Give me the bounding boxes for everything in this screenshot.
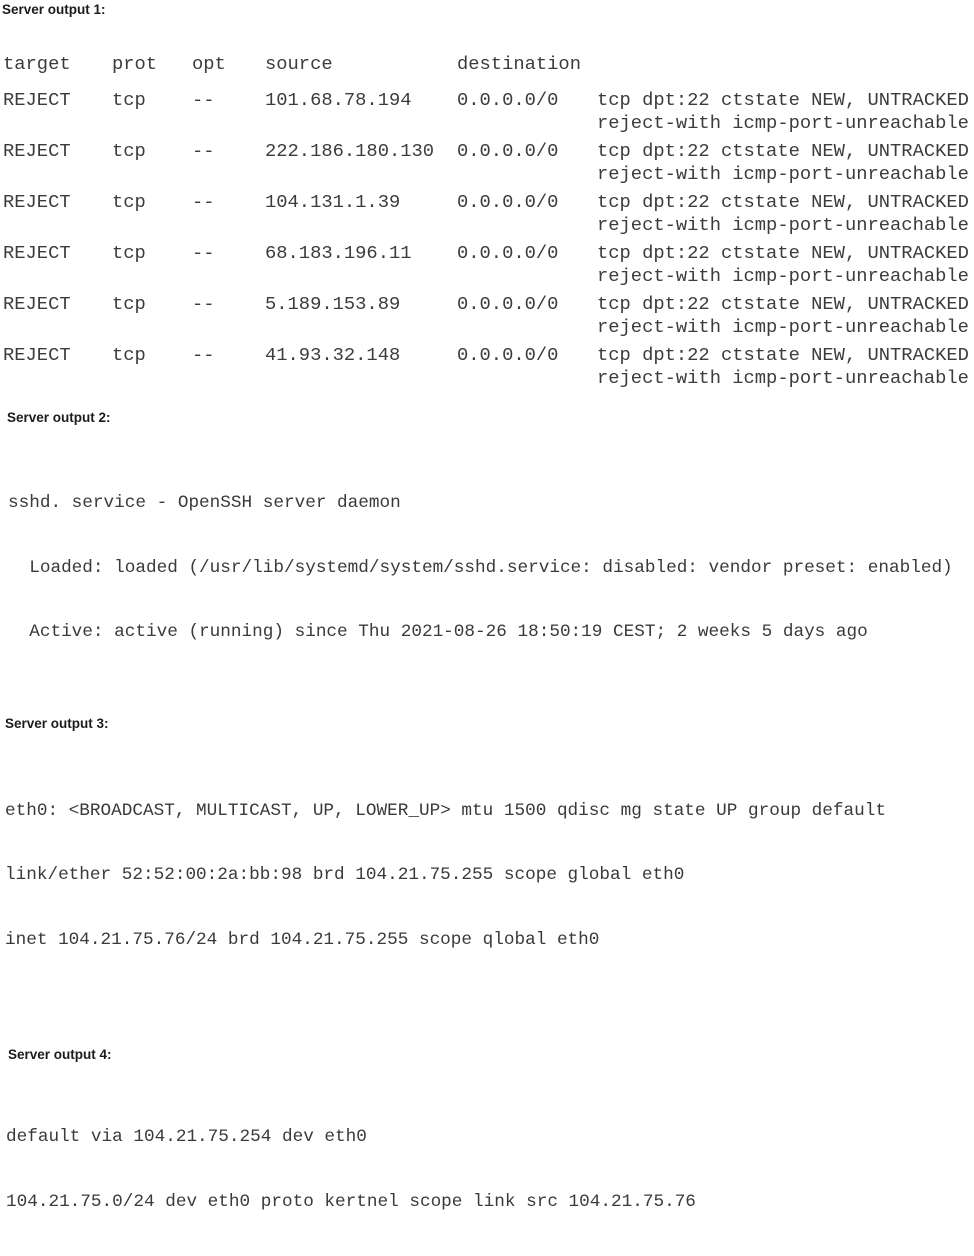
rule-match: tcp dpt:22 ctstate NEW, UNTRACKED bbox=[597, 89, 969, 111]
rule-source: 101.68.78.194 bbox=[265, 89, 412, 111]
console-line: sshd. service - OpenSSH server daemon bbox=[8, 493, 401, 513]
rule-prot: tcp bbox=[112, 293, 146, 315]
rule-opt: -- bbox=[192, 191, 215, 213]
rule-reject-action: reject-with icmp-port-unreachable bbox=[597, 367, 969, 389]
rule-match: tcp dpt:22 ctstate NEW, UNTRACKED bbox=[597, 242, 969, 264]
table-row bbox=[0, 344, 974, 390]
rule-source: 222.186.180.130 bbox=[265, 140, 435, 162]
rule-destination: 0.0.0.0/0 bbox=[457, 191, 559, 213]
rule-main-line bbox=[0, 89, 974, 112]
console-line: default via 104.21.75.254 dev eth0 bbox=[6, 1127, 367, 1147]
console-line: Active: active (running) since Thu 2021-08-26 18:50:19 CEST; 2 weeks 5 days ago bbox=[8, 622, 868, 642]
iptables-header-row bbox=[0, 53, 974, 76]
rule-prot: tcp bbox=[112, 344, 146, 366]
rule-reject-action: reject-with icmp-port-unreachable bbox=[597, 112, 969, 134]
server-output-2-section bbox=[0, 410, 974, 687]
rule-opt: -- bbox=[192, 89, 215, 111]
rule-main-line bbox=[0, 242, 974, 265]
table-row bbox=[0, 293, 974, 339]
rule-reject-action: reject-with icmp-port-unreachable bbox=[597, 214, 969, 236]
rule-reject-action: reject-with icmp-port-unreachable bbox=[597, 163, 969, 185]
rule-target: REJECT bbox=[3, 344, 71, 366]
rule-prot: tcp bbox=[112, 89, 146, 111]
console-line: link/ether 52:52:00:2a:bb:98 brd 104.21.75.255 scope global eth0 bbox=[5, 865, 685, 885]
rule-prot: tcp bbox=[112, 191, 146, 213]
rule-continuation-line bbox=[0, 367, 974, 390]
rule-opt: -- bbox=[192, 242, 215, 264]
rule-main-line bbox=[0, 344, 974, 367]
console-line: 104.21.75.0/24 dev eth0 proto kertnel scope link src 104.21.75.76 bbox=[6, 1191, 696, 1212]
rule-destination: 0.0.0.0/0 bbox=[457, 89, 559, 111]
iptables-table bbox=[0, 53, 974, 390]
rule-continuation-line bbox=[0, 214, 974, 237]
rule-match: tcp dpt:22 ctstate NEW, UNTRACKED bbox=[597, 293, 969, 315]
rule-continuation-line bbox=[0, 112, 974, 135]
sshd-status-output bbox=[8, 450, 974, 687]
column-header-destination: destination bbox=[457, 53, 581, 75]
server-output-2-label: Server output 2: bbox=[7, 410, 111, 425]
rule-main-line bbox=[0, 191, 974, 214]
column-header-prot: prot bbox=[112, 53, 158, 75]
rule-source: 68.183.196.11 bbox=[265, 242, 412, 264]
ip-route-output bbox=[6, 1084, 974, 1256]
rule-source: 104.131.1.39 bbox=[265, 191, 401, 213]
table-row bbox=[0, 140, 974, 186]
rule-main-line bbox=[0, 140, 974, 163]
rule-match: tcp dpt:22 ctstate NEW, UNTRACKED bbox=[597, 344, 969, 366]
rule-opt: -- bbox=[192, 344, 215, 366]
server-output-1-label: Server output 1: bbox=[2, 2, 106, 17]
rule-prot: tcp bbox=[112, 140, 146, 162]
server-output-3-label: Server output 3: bbox=[5, 715, 109, 731]
rule-target: REJECT bbox=[3, 140, 71, 162]
table-row bbox=[0, 191, 974, 237]
rule-match: tcp dpt:22 ctstate NEW, UNTRACKED bbox=[597, 191, 969, 213]
console-line: Loaded: loaded (/usr/lib/systemd/system/sshd.service: disabled: vendor preset: enabled) bbox=[8, 557, 953, 578]
column-header-opt: opt bbox=[192, 53, 226, 75]
rule-destination: 0.0.0.0/0 bbox=[457, 242, 559, 264]
rule-target: REJECT bbox=[3, 89, 71, 111]
table-row bbox=[0, 242, 974, 288]
rule-target: REJECT bbox=[3, 293, 71, 315]
rule-opt: -- bbox=[192, 293, 215, 315]
rule-target: REJECT bbox=[3, 242, 71, 264]
rule-source: 5.189.153.89 bbox=[265, 293, 401, 315]
rule-opt: -- bbox=[192, 140, 215, 162]
rule-target: REJECT bbox=[3, 191, 71, 213]
rule-continuation-line bbox=[0, 265, 974, 288]
rule-reject-action: reject-with icmp-port-unreachable bbox=[597, 265, 969, 287]
rule-continuation-line bbox=[0, 163, 974, 186]
server-output-4-section bbox=[0, 1047, 974, 1256]
ip-addr-output bbox=[5, 758, 974, 995]
console-line: eth0: <BROADCAST, MULTICAST, UP, LOWER_UP> mtu 1500 qdisc mg state UP group default bbox=[5, 800, 886, 821]
server-output-1-section bbox=[0, 2, 974, 390]
rule-main-line bbox=[0, 293, 974, 316]
rule-reject-action: reject-with icmp-port-unreachable bbox=[597, 316, 969, 338]
rule-source: 41.93.32.148 bbox=[265, 344, 401, 366]
server-outputs-page bbox=[0, 2, 974, 1256]
rule-continuation-line bbox=[0, 316, 974, 339]
server-output-4-label: Server output 4: bbox=[8, 1047, 112, 1062]
table-row bbox=[0, 89, 974, 135]
rule-destination: 0.0.0.0/0 bbox=[457, 293, 559, 315]
rule-prot: tcp bbox=[112, 242, 146, 264]
column-header-source: source bbox=[265, 53, 333, 75]
rule-match: tcp dpt:22 ctstate NEW, UNTRACKED bbox=[597, 140, 969, 162]
rule-destination: 0.0.0.0/0 bbox=[457, 344, 559, 366]
console-line: inet 104.21.75.76/24 brd 104.21.75.255 scope qlobal eth0 bbox=[5, 929, 600, 950]
server-output-3-section bbox=[0, 716, 974, 995]
column-header-target: target bbox=[3, 53, 71, 75]
rule-destination: 0.0.0.0/0 bbox=[457, 140, 559, 162]
